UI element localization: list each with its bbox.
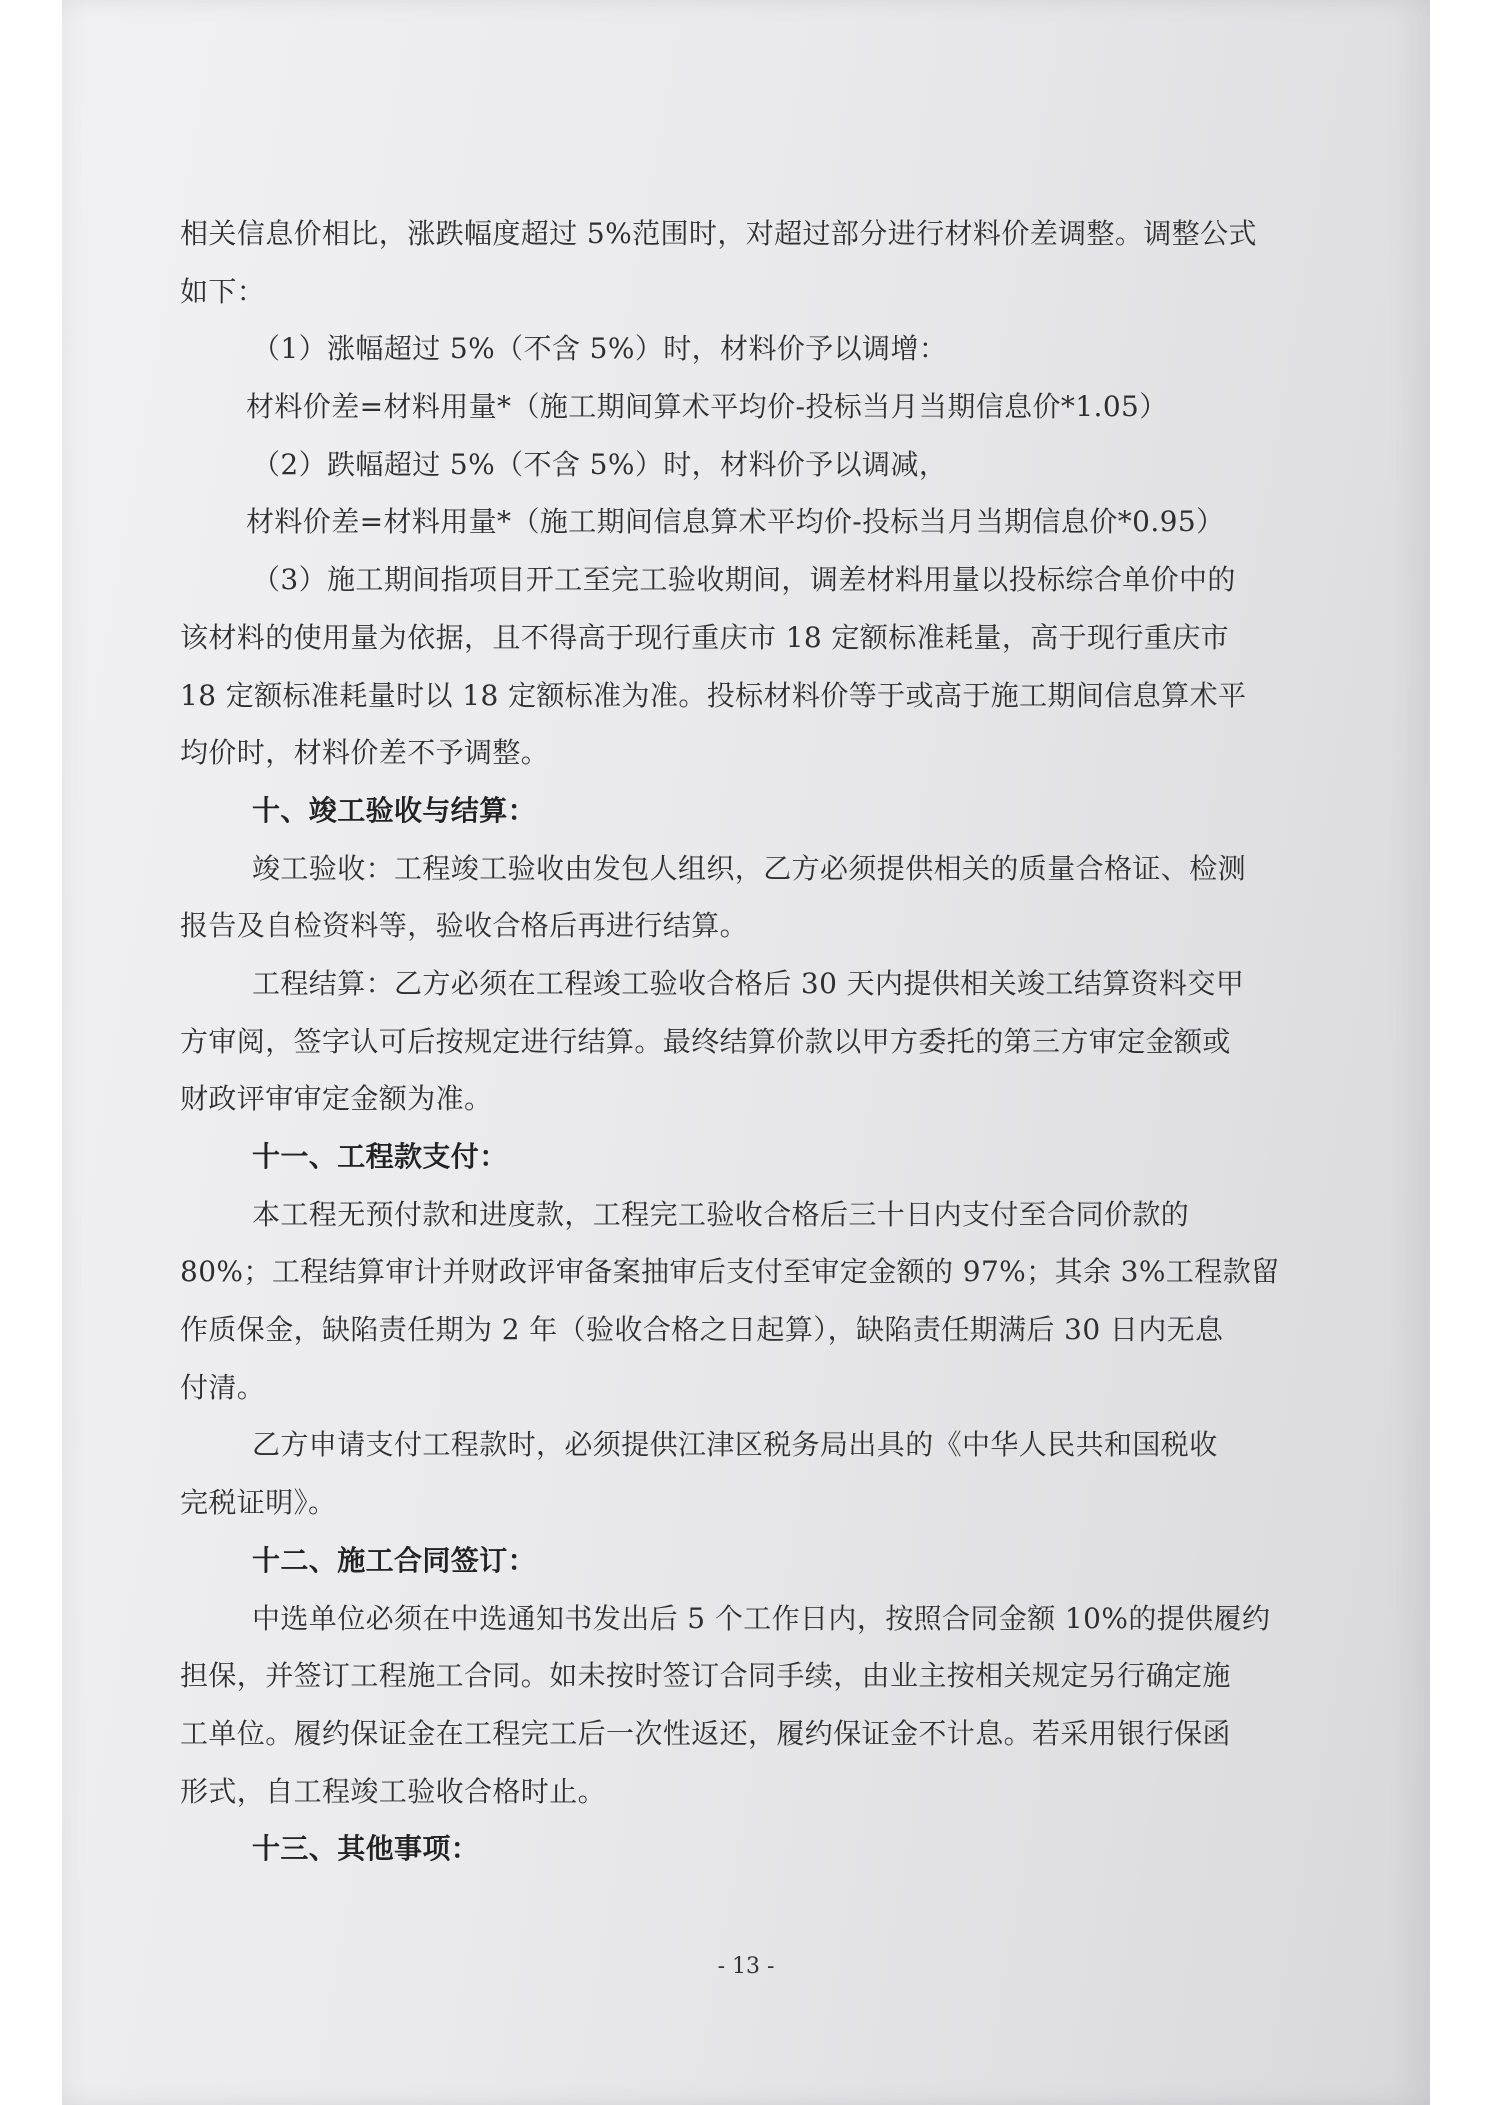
formula-increase: 材料价差=材料用量*（施工期间算术平均价-投标当月当期信息价*1.05） bbox=[246, 390, 1168, 424]
formula-decrease: 材料价差=材料用量*（施工期间信息算术平均价-投标当月当期信息价*0.95） bbox=[246, 505, 1225, 539]
section-heading-10: 十、竣工验收与结算： bbox=[252, 793, 537, 827]
paragraph-line: 方审阅，签字认可后按规定进行结算。最终结算价款以甲方委托的第三方审定金额或 bbox=[180, 1024, 1231, 1058]
paragraph-line: 该材料的使用量为依据，且不得高于现行重庆市 18 定额标准耗量，高于现行重庆市 bbox=[180, 620, 1230, 654]
section-heading-12: 十二、施工合同签订： bbox=[252, 1543, 537, 1577]
paragraph-line: 80%；工程结算审计并财政评审备案抽审后支付至审定金额的 97%；其余 3%工程款留 bbox=[180, 1255, 1280, 1289]
paragraph-line: 18 定额标准耗量时以 18 定额标准为准。投标材料价等于或高于施工期间信息算术平 bbox=[180, 678, 1247, 712]
document-page bbox=[62, 0, 1430, 2105]
page-number: - 13 - bbox=[717, 1954, 775, 1979]
paragraph-line: 如下： bbox=[180, 274, 266, 308]
paragraph-line: 乙方申请支付工程款时，必须提供江津区税务局出具的《中华人民共和国税收 bbox=[252, 1428, 1218, 1462]
paragraph-line: 报告及自检资料等，验收合格后再进行结算。 bbox=[180, 909, 749, 943]
paragraph-line: 均价时，材料价差不予调整。 bbox=[180, 736, 550, 770]
paragraph-line: 形式，自工程竣工验收合格时止。 bbox=[180, 1774, 607, 1808]
section-heading-11: 十一、工程款支付： bbox=[252, 1140, 508, 1173]
paragraph-line: 财政评审审定金额为准。 bbox=[180, 1082, 493, 1116]
document-body bbox=[180, 205, 1380, 1878]
formula-rule-increase: （1）涨幅超过 5%（不含 5%）时，材料价予以调增： bbox=[252, 332, 948, 366]
section-heading-13: 十三、其他事项： bbox=[252, 1832, 480, 1866]
paragraph-line: 作质保金，缺陷责任期为 2 年（验收合格之日起算），缺陷责任期满后 30 日内无息 bbox=[180, 1313, 1224, 1347]
formula-rule-decrease: （2）跌幅超过 5%（不含 5%）时，材料价予以调减， bbox=[252, 447, 948, 481]
paragraph-line: （3）施工期间指项目开工至完工验收期间，调差材料用量以投标综合单价中的 bbox=[252, 563, 1236, 597]
paragraph-line: 工单位。履约保证金在工程完工后一次性返还，履约保证金不计息。若采用银行保函 bbox=[180, 1716, 1231, 1750]
paragraph-line: 完税证明》。 bbox=[180, 1486, 337, 1520]
paragraph-line: 担保，并签订工程施工合同。如未按时签订合同手续，由业主按相关规定另行确定施 bbox=[180, 1659, 1231, 1693]
paragraph-line: 竣工验收：工程竣工验收由发包人组织，乙方必须提供相关的质量合格证、检测 bbox=[252, 851, 1247, 885]
paragraph-line: 中选单位必须在中选通知书发出后 5 个工作日内，按照合同金额 10%的提供履约 bbox=[252, 1601, 1271, 1635]
paragraph-line: 本工程无预付款和进度款，工程完工验收合格后三十日内支付至合同价款的 bbox=[252, 1197, 1190, 1231]
paragraph-line: 相关信息价相比，涨跌幅度超过 5%范围时，对超过部分进行材料价差调整。调整公式 bbox=[180, 217, 1257, 250]
paragraph-line: 付清。 bbox=[180, 1370, 266, 1404]
paragraph-line: 工程结算：乙方必须在工程竣工验收合格后 30 天内提供相关竣工结算资料交甲 bbox=[252, 966, 1245, 1000]
